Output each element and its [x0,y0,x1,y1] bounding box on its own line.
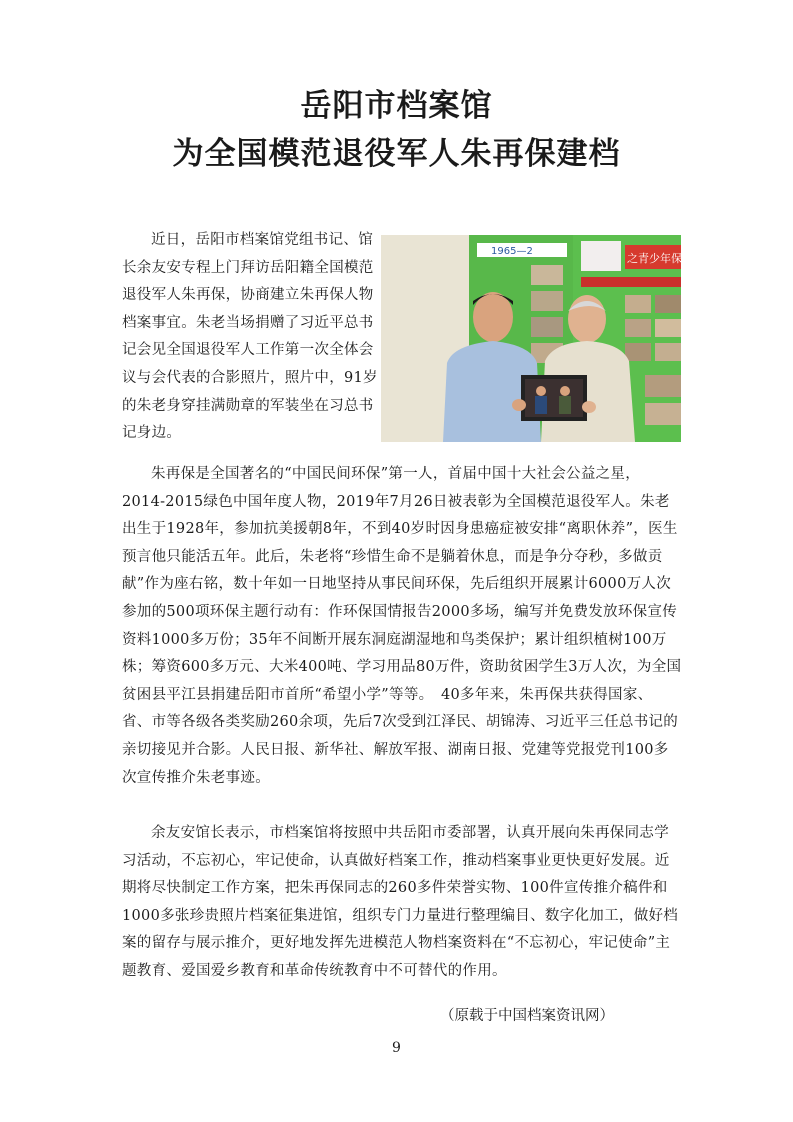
paragraph-plan: 余友安馆长表示，市档案馆将按照中共岳阳市委部署，认真开展向朱再保同志学习活动，不忘初心，牢记使命，认真做好档案工作，推动档案事业更快更好发展。近期将尽快制定工作方案，把朱再保同志的260多件荣誉实物、100件宣传推介稿件和1000多张珍贵照片档案征集进馆，组织专门力量进行整理编目、数字化加工，做好档案的留存与展示推介，更好地发挥先进模范人物档案资料在“不忘初心，牢记使命”主题教育、爱国爱乡教育和革命传统教育中不可替代的作用。 [122,825,679,979]
hand [512,399,526,411]
framed-person [536,386,546,396]
banner-left-text: 1965—2 [491,246,533,257]
board-photo [531,317,563,337]
photo-illustration [381,235,693,442]
board-red-strip [581,277,681,287]
board-photo [645,403,681,425]
board-photo [655,343,681,361]
article-title-line-1: 岳阳市档案馆 [300,88,493,124]
news-photo [381,235,693,442]
board-photo [531,265,563,285]
board-photo [655,295,681,313]
board-photo [625,319,651,337]
board-photo [625,295,651,313]
framed-person [560,386,570,396]
board-header-left [581,241,621,271]
board-photo [645,375,681,397]
source-note: （原载于中国档案资讯网） [440,1008,614,1024]
article-title-line-2: 为全国模范退役军人朱再保建档 [172,136,621,172]
board-photo [655,319,681,337]
hand [582,401,596,413]
page-number: 9 [392,1040,401,1056]
banner-right-text: 之青少年保护 [627,252,693,265]
man-left-head [473,292,513,342]
board-photo [531,291,563,311]
board-photo [625,343,651,361]
paragraph-biography: 朱再保是全国著名的“中国民间环保”第一人，首届中国十大社会公益之星，2014-2015绿色中国年度人物，2019年7月26日被表彰为全国模范退役军人。朱老出生于1928年，参加抗美援朝8年，不到40岁时因身患癌症被安排“离职休养”，医生预言他只能活五年。此后，朱老将“珍惜生命不是躺着休息，而是争分夺秒，多做贡献”作为座右铭，数十年如一日地坚持从事民间环保，先后组织开展累计6000万人次参加的500项环保主题行动有：作环保国情报告2000多场，编写并免费发放环保宣传资料1000多万份；35年不间断开展东洞庭湖湿地和鸟类保护；累计组织植树100万株；筹资600多万元、大米400吨、学习用品80万件，资助贫困学生3万人次，为全国贫困县平江县捐建岳阳市首所“希望小学”等等。 40多年来，朱再保共获得国家、省、市等各级各类奖励260余项，先后7次受到江泽民、胡锦涛、习近平三任总书记的亲切接见并合影。人民日报、新华社、解放军报、湖南日报、党建等党报党刊100多次宣传推介朱老事迹。 [122,466,682,786]
framed-photo-inner [525,379,583,417]
framed-person-body [535,396,547,414]
paragraph-intro: 近日，岳阳市档案馆党组书记、馆长余友安专程上门拜访岳阳籍全国模范退役军人朱再保，协商建立朱再保人物档案事宜。朱老当场捐赠了习近平总书记会见全国退役军人工作第一次全体会议与会代表的合影照片，照片中，91岁的朱老身穿挂满勋章的军装坐在习总书记身边。 [122,232,378,442]
framed-person-body [559,396,571,414]
